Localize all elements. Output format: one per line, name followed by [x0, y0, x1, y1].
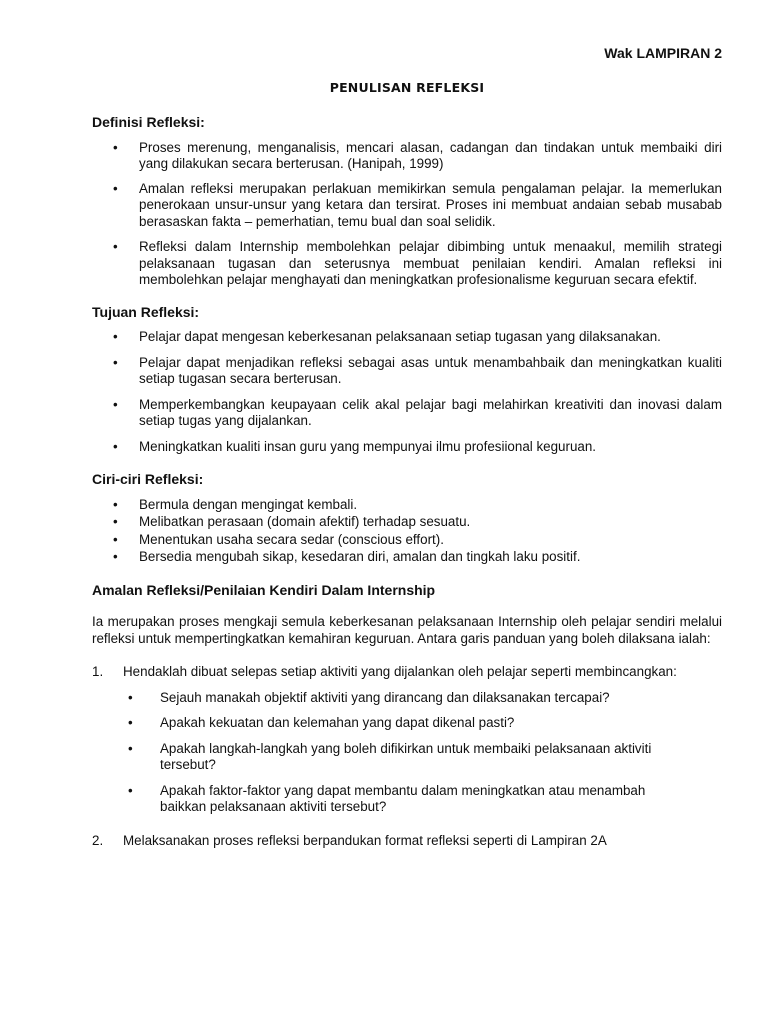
list-item	[92, 140, 722, 173]
bullet-icon: •	[113, 329, 118, 344]
item-text: Hendaklah dibuat selepas setiap aktiviti yang dijalankan oleh pelajar seperti membincangkan:	[123, 664, 677, 679]
amalan-intro: Ia merupakan proses mengkaji semula keberkesanan pelaksanaan Internship oleh pelajar sendiri melalui refleksi untuk mempertingkatkan kemahiran keguruan. Antara garis panduan yang boleh dilaksana ialah:	[92, 614, 722, 646]
list-item-text: Refleksi dalam Internship membolehkan pelajar dibimbing untuk menaakul, memilih strategi pelaksanaan tugasan dan seterusnya membuat penilaian kendiri. Amalan refleksi ini membolehkan pelajar menghayati dan meningkatkan profesionalisme keguruan secara efektif.	[139, 239, 722, 287]
list-item-text: Sejauh manakah objektif aktiviti yang dirancang dan dilaksanakan tercapai?	[160, 689, 610, 705]
list-item-text: Amalan refleksi merupakan perlakuan memikirkan semula pengalaman pelajar. Ia memerlukan penerokaan unsur-unsur yang ketara dan tersirat. Proses ini membuat andaian sebab musabab berasaskan fakta – pemerhatian, temu bual dan soal selidik.	[139, 180, 722, 229]
list-item-text: Pelajar dapat mengesan keberkesanan pelaksanaan setiap tugasan yang dilaksanakan.	[139, 329, 661, 344]
section-heading-ciri-ciri: Ciri-ciri Refleksi:	[92, 471, 204, 487]
list-item-text: Proses merenung, menganalisis, mencari alasan, cadangan dan tindakan untuk membaiki diri yang dilakukan secara berterusan. (Hanipah, 1999)	[139, 139, 722, 171]
list-item	[92, 439, 722, 456]
list-item-text: Menentukan usaha secara sedar (conscious effort).	[139, 531, 444, 547]
list-item-text: Memperkembangkan keupayaan celik akal pelajar bagi melahirkan kreativiti dan inovasi dalam setiap tugas yang dijalankan.	[139, 396, 722, 428]
item-number: 2.	[92, 832, 104, 848]
bullet-icon: •	[113, 496, 118, 512]
section-heading-tujuan: Tujuan Refleksi:	[92, 303, 200, 320]
list-item-text: Bersedia mengubah sikap, kesedaran diri, amalan dan tingkah laku positif.	[139, 549, 581, 564]
lampiran-label: Wak LAMPIRAN 2	[604, 45, 722, 61]
list-item-text: Melibatkan perasaan (domain afektif) terhadap sesuatu.	[139, 514, 471, 529]
list-item-text: Apakah faktor-faktor yang dapat membantu dalam meningkatkan atau menambah baikkan pelaksanaan aktiviti tersebut?	[160, 782, 646, 814]
list-item	[92, 181, 722, 231]
list-item	[92, 355, 722, 388]
definisi-list	[92, 140, 722, 289]
bullet-icon: •	[113, 239, 118, 254]
list-item	[92, 239, 722, 289]
item-number: 1.	[92, 664, 104, 679]
list-item	[92, 329, 722, 346]
ciri-ciri-list	[92, 497, 722, 566]
list-item-text: Meningkatkan kualiti insan guru yang mempunyai ilmu profesiional keguruan.	[139, 438, 597, 454]
list-item	[92, 783, 722, 816]
list-item	[92, 549, 722, 566]
page-title: PENULISAN REFLEKSI	[329, 80, 485, 95]
bullet-icon: •	[128, 782, 133, 798]
list-item	[92, 532, 722, 549]
sub-question-list	[92, 690, 722, 816]
list-item-text: Apakah langkah-langkah yang boleh difikirkan untuk membaiki pelaksanaan aktiviti tersebut?	[160, 740, 652, 772]
list-item	[92, 497, 722, 514]
tujuan-list	[92, 329, 722, 455]
bullet-icon: •	[113, 531, 118, 547]
bullet-icon: •	[128, 689, 133, 705]
list-item	[92, 690, 722, 707]
section-heading-amalan: Amalan Refleksi/Penilaian Kendiri Dalam Internship	[92, 581, 436, 598]
numbered-item-2	[92, 833, 722, 850]
bullet-icon: •	[113, 180, 118, 196]
bullet-icon: •	[113, 139, 118, 155]
list-item	[92, 741, 722, 774]
list-item-text: Bermula dengan mengingat kembali.	[139, 496, 358, 512]
numbered-item-1	[92, 664, 722, 681]
document-body	[92, 114, 722, 849]
bullet-icon: •	[113, 438, 118, 454]
bullet-icon: •	[113, 549, 118, 564]
bullet-icon: •	[113, 514, 118, 529]
list-item	[92, 514, 722, 531]
item-text: Melaksanakan proses refleksi berpandukan format refleksi seperti di Lampiran 2A	[123, 832, 607, 848]
bullet-icon: •	[113, 396, 118, 412]
list-item	[92, 397, 722, 430]
list-item-text: Apakah kekuatan dan kelemahan yang dapat dikenal pasti?	[160, 715, 515, 730]
bullet-icon: •	[128, 740, 133, 756]
bullet-icon: •	[128, 715, 133, 730]
list-item-text: Pelajar dapat menjadikan refleksi sebagai asas untuk menambahbaik dan meningkatkan kualiti setiap tugasan secara berterusan.	[139, 354, 722, 386]
list-item	[92, 715, 722, 732]
bullet-icon: •	[113, 354, 118, 370]
section-heading-definisi: Definisi Refleksi:	[92, 114, 205, 130]
